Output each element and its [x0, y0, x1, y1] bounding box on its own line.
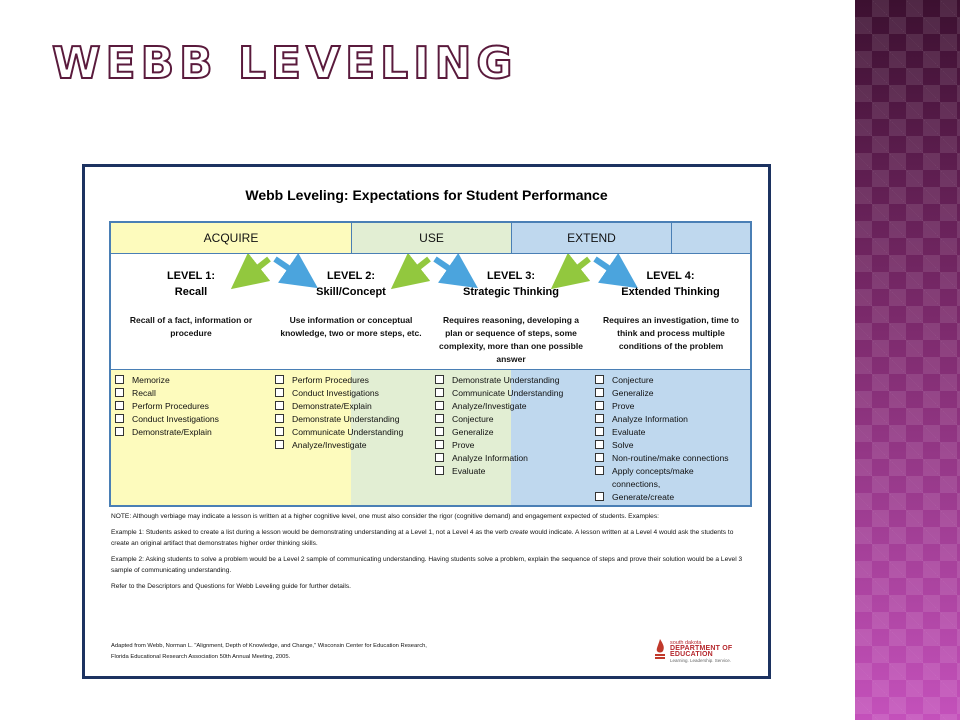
verb-label: Solve [612, 440, 634, 450]
verb-item [115, 374, 219, 387]
example-1-text-b: would indicate. A lesson written at a Level 4 would ask the students to create an original artifact that demonstrates higher order thinking skills. [111, 529, 734, 547]
verb-label: Memorize [132, 375, 170, 385]
level-4-sub: Extended Thinking [621, 286, 720, 298]
checkbox-icon [115, 388, 124, 397]
checkbox-icon [595, 401, 604, 410]
verb-item [595, 387, 729, 400]
verb-item [275, 387, 403, 400]
checkbox-icon [435, 375, 444, 384]
level-2-sub: Skill/Concept [316, 286, 386, 298]
example-2-paragraph: Example 2: Asking students to solve a problem would be a Level 2 sample of communicating understanding. Having students solve a problem, explain the sequence of steps and prove their solution would be a Level 3 sample of communicating understanding. [111, 556, 743, 574]
level-4-verb-list [595, 374, 729, 504]
checkbox-icon [115, 401, 124, 410]
level-2-description: Use information or conceptual knowledge, two or more steps, etc. [280, 315, 422, 338]
verb-item [435, 426, 563, 439]
verb-item [275, 439, 403, 452]
refer-paragraph: Refer to the Descriptors and Questions for Webb Leveling guide for further details. [111, 583, 351, 590]
verb-item [115, 426, 219, 439]
verb-item [435, 387, 563, 400]
checkbox-icon [115, 375, 124, 384]
verb-item [595, 374, 729, 387]
checkbox-icon [115, 414, 124, 423]
verb-item [595, 465, 729, 478]
verb-label: Demonstrate/Explain [132, 427, 212, 437]
level-3-name: LEVEL 3: [486, 270, 536, 282]
category-use: USE [351, 223, 511, 254]
checkbox-icon [435, 453, 444, 462]
level-2-verb-list [275, 374, 403, 452]
verb-label: connections, [612, 479, 661, 489]
notes-section [111, 511, 751, 597]
verb-label: Non-routine/make connections [612, 453, 729, 463]
verb-label: Perform Procedures [292, 375, 369, 385]
checkbox-icon [595, 492, 604, 501]
verb-item [115, 413, 219, 426]
verb-item [595, 413, 729, 426]
level-1-heading [111, 268, 271, 300]
verb-label: Analyze Information [612, 414, 688, 424]
verb-label: Prove [612, 401, 635, 411]
checkbox-icon [275, 375, 284, 384]
verb-item [435, 465, 563, 478]
checkbox-icon [115, 427, 124, 436]
verb-item [275, 426, 403, 439]
level-3-heading [431, 268, 591, 300]
level-1-name: LEVEL 1: [166, 270, 216, 282]
verb-label: Demonstrate/Explain [292, 401, 372, 411]
verb-label: Generalize [452, 427, 494, 437]
checkbox-icon [275, 414, 284, 423]
verb-item [595, 439, 729, 452]
logo-line-2: DEPARTMENT OF EDUCATION [670, 645, 733, 658]
verb-item [595, 400, 729, 413]
verb-item [275, 400, 403, 413]
webb-levels-table [109, 221, 752, 507]
verb-label: Evaluate [612, 427, 646, 437]
example-1-paragraph [111, 527, 751, 549]
verb-item [435, 400, 563, 413]
logo-text [670, 640, 750, 664]
verb-label: Generalize [612, 388, 654, 398]
checkbox-icon [275, 401, 284, 410]
verb-label: Analyze/Investigate [292, 440, 367, 450]
citation-line-1: Adapted from Webb, Norman L. "Alignment, Depth of Knowledge, and Change," Wisconsin Center for Education Research, [111, 643, 427, 649]
checkbox-icon [275, 440, 284, 449]
level-2-heading [271, 268, 431, 300]
level-1-sub: Recall [174, 286, 208, 298]
verb-label: Demonstrate Understanding [292, 414, 400, 424]
checkbox-icon [435, 466, 444, 475]
checkbox-icon [595, 414, 604, 423]
verb-item [435, 413, 563, 426]
verb-label: Analyze/Investigate [452, 401, 527, 411]
verb-item [435, 439, 563, 452]
level-3-description: Requires reasoning, developing a plan or sequence of steps, some complexity, more than one possible answer [439, 315, 583, 364]
note-paragraph: NOTE: Although verbiage may indicate a lesson is written at a higher cognitive level, one must also consider the rigor (cognitive demand) and engagement expected of students. Examples: [111, 513, 659, 520]
document-title: Webb Leveling: Expectations for Student Performance [245, 187, 608, 203]
verb-item [115, 387, 219, 400]
level-4-description: Requires an investigation, time to think and process multiple conditions of the problem [602, 315, 740, 351]
verb-label: Conduct Investigations [132, 414, 219, 424]
level-2-name: LEVEL 2: [326, 270, 376, 282]
verb-label: Conduct Investigations [292, 388, 379, 398]
verb-item [115, 400, 219, 413]
verb-label: Analyze Information [452, 453, 528, 463]
verb-item [595, 478, 729, 491]
level-3-verb-list [435, 374, 563, 478]
levels-row [111, 254, 750, 370]
checkbox-icon [275, 427, 284, 436]
logo-line-3: Learning. Leadership. Service. [670, 658, 732, 663]
verb-item [275, 413, 403, 426]
level-4-name: LEVEL 4: [646, 270, 695, 282]
verb-item [595, 452, 729, 465]
slide-title: WEBB LEVELING [52, 38, 518, 89]
flame-icon [652, 638, 668, 660]
verb-item [275, 374, 403, 387]
level-4-heading [591, 268, 750, 300]
example-1-text-a: Example 1: Students asked to create a list during a lesson would be demonstrating understanding at a Level 1, not a Level 4 as the verb [111, 529, 510, 536]
verb-label: Communicate Understanding [292, 427, 404, 437]
verb-label: Evaluate [452, 466, 486, 476]
verb-label: Perform Procedures [132, 401, 209, 411]
checkbox-icon [435, 427, 444, 436]
sd-doe-logo [652, 638, 750, 662]
verb-item [595, 491, 729, 504]
category-extend-tail [671, 223, 750, 254]
level-3-sub: Strategic Thinking [463, 286, 559, 298]
level-1-description: Recall of a fact, information or procedure [129, 315, 253, 338]
checkbox-icon [595, 453, 604, 462]
document-image [82, 164, 771, 679]
decorative-side-band [855, 0, 960, 720]
checkbox-icon [435, 414, 444, 423]
verb-label: Demonstrate Understanding [452, 375, 560, 385]
verb-label: Conjecture [612, 375, 654, 385]
checkbox-icon [595, 388, 604, 397]
example-1-emphasis: create [509, 529, 529, 536]
verb-item [435, 374, 563, 387]
checkbox-icon [435, 401, 444, 410]
verb-item [435, 452, 563, 465]
verb-item [595, 426, 729, 439]
category-acquire: ACQUIRE [111, 223, 351, 254]
checkbox-icon [595, 375, 604, 384]
checkbox-icon [595, 440, 604, 449]
level-1-verb-list [115, 374, 219, 439]
verb-label: Recall [132, 388, 156, 398]
checkbox-icon [435, 440, 444, 449]
citation-line-2: Florida Educational Research Association 50th Annual Meeting, 2005. [111, 654, 291, 660]
logo-line-1: south dakota [670, 640, 702, 646]
verb-label: Generate/create [612, 492, 675, 502]
citation [111, 641, 427, 663]
verb-label: Conjecture [452, 414, 494, 424]
verb-label: Apply concepts/make [612, 466, 694, 476]
category-extend: EXTEND [511, 223, 671, 254]
checkbox-icon [595, 466, 604, 475]
verb-label: Prove [452, 440, 475, 450]
checkbox-icon [275, 388, 284, 397]
verb-label: Communicate Understanding [452, 388, 564, 398]
checkbox-icon [435, 388, 444, 397]
checkbox-icon [595, 427, 604, 436]
